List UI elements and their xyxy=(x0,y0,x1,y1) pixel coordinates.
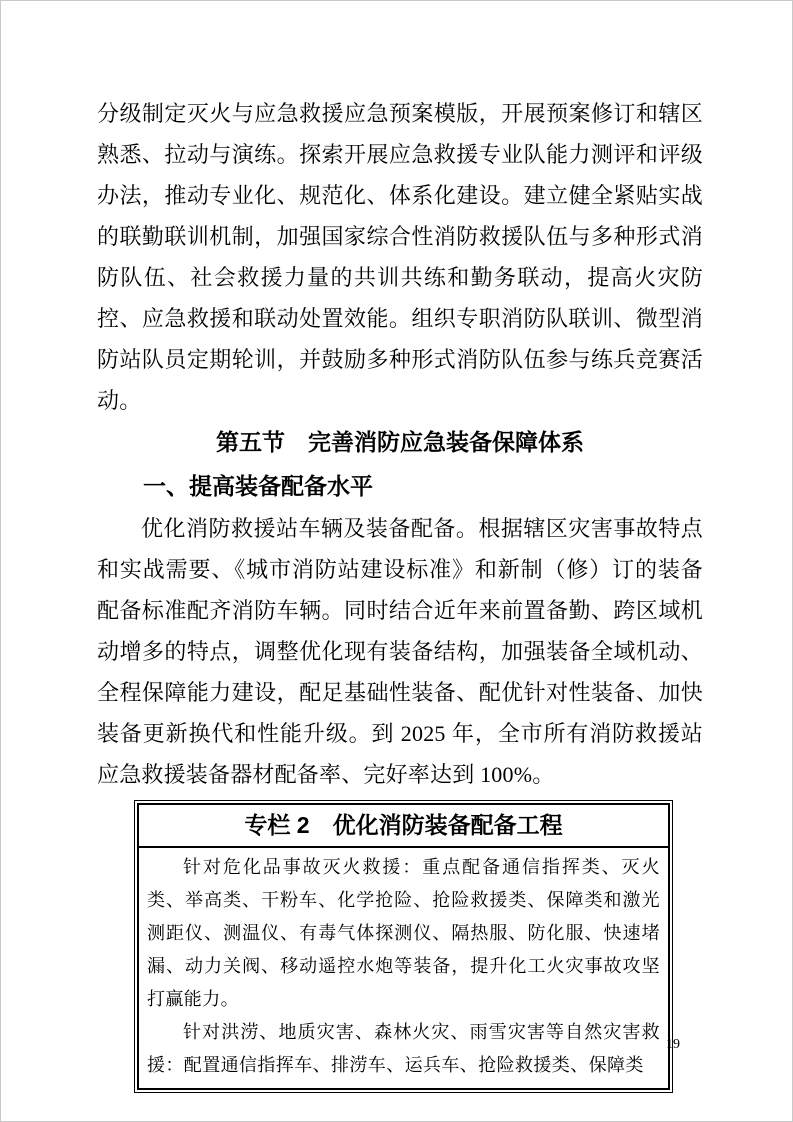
panel-paragraph-natural-disaster: 针对洪涝、地质灾害、森林火灾、雨雪灾害等自然灾害救援：配置通信指挥车、排涝车、运兵车、抢险救援类、保障类 xyxy=(147,1022,660,1075)
subsection-heading: 一、提高装备配备水平 xyxy=(143,473,373,499)
panel-paragraph-hazmat: 针对危化品事故灭火救援：重点配备通信指挥类、灭火类、举高类、干粉车、化学抢险、抢险救援类、保障类和激光测距仪、测温仪、有毒气体探测仪、隔热服、防化服、快速堵漏、动力关阀、移动遥控水炮等装备，提升化工火灾事故攻坚打赢能力。 xyxy=(147,857,660,1009)
panel-body xyxy=(139,848,668,1088)
page-content xyxy=(97,93,703,1093)
page-number: 19 xyxy=(666,1037,680,1052)
paragraph-equipment: 优化消防救援站车辆及装备配备。根据辖区灾害事故特点和实战需要、《城市消防站建设标准》和新制（修）订的装备配备标准配齐消防车辆。同时结合近年来前置备勤、跨区域机动增多的特点，调整优化现有装备结构，加强装备全域机动、全程保障能力建设，配足基础性装备、配优针对性装备、加快装备更新换代和性能升级。到 2025 年，全市所有消防救援站应急救援装备器材配备率、完好率达到 100%。 xyxy=(97,516,703,787)
highlight-panel xyxy=(134,800,673,1093)
highlight-panel-inner xyxy=(137,803,670,1090)
panel-title: 专栏 2 优化消防装备配备工程 xyxy=(139,805,668,848)
section-heading: 第五节 完善消防应急装备保障体系 xyxy=(216,430,584,455)
paragraph-continuation: 分级制定灭火与应急救援应急预案模版，开展预案修订和辖区熟悉、拉动与演练。探索开展应急救援专业队能力测评和评级办法，推动专业化、规范化、体系化建设。建立健全紧贴实战的联勤联训机制，加强国家综合性消防救援队伍与多种形式消防队伍、社会救援力量的共训共练和勤务联动，提高火灾防控、应急救援和联动处置效能。组织专职消防队联训、微型消防站队员定期轮训，并鼓励多种形式消防队伍参与练兵竞赛活动。 xyxy=(97,101,703,413)
